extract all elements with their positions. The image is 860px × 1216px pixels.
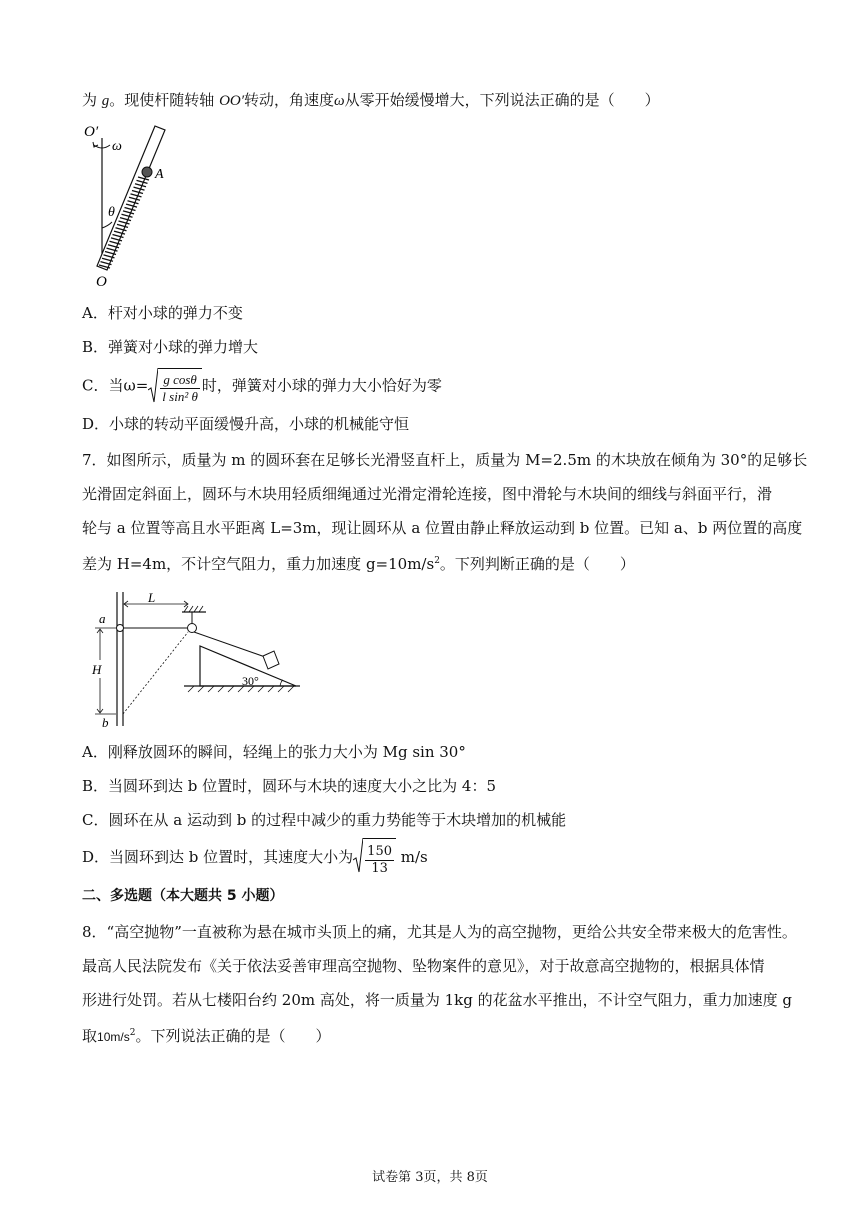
q7-option-d-unit: m/s xyxy=(400,848,428,866)
page-footer: 试卷第 3页，共 8页 xyxy=(372,1170,488,1185)
q8-stem-line4 xyxy=(82,1023,330,1047)
q7-ceiling-hatch xyxy=(184,606,203,612)
q7-block xyxy=(263,651,279,669)
q7-stem-line1: 7．如图所示，质量为 m 的圆环套在足够长光滑竖直杆上，质量为 M=2.5m 的木块放在倾角为 30°的足够长 xyxy=(82,451,808,469)
q6-option-d: D．小球的转动平面缓慢升高，小球的机械能守恒 xyxy=(82,415,410,433)
q6-ball xyxy=(142,167,152,177)
q8-stem-text: 。下列说法正确的是（ ） xyxy=(135,1027,331,1045)
q6-stem-text: 转动，角速度 xyxy=(244,91,335,109)
q7-stem-line2: 光滑固定斜面上，圆环与木块用轻质细绳通过光滑定滑轮连接，图中滑轮与木块间的细线与斜面平行，滑 xyxy=(82,485,773,503)
q7-label-b: b xyxy=(102,715,109,730)
q6-stem-text: 。现使杆随转轴 xyxy=(109,91,220,109)
q8-stem-line2: 最高人民法院发布《关于依法妥善审理高空抛物、坠物案件的意见》，对于故意高空抛物的，根据具体情 xyxy=(82,957,765,975)
q7-stem-text: 。下列判断正确的是（ ） xyxy=(439,555,635,573)
q6-option-a: A．杆对小球的弹力不变 xyxy=(82,304,243,322)
q6-option-c-prefix: C．当ω= xyxy=(82,376,149,395)
q7-option-b: B．当圆环到达 b 位置时，圆环与木块的速度大小之比为 4：5 xyxy=(82,777,497,795)
q6-label-a: A xyxy=(155,167,164,182)
q8-stem-superscript: 2 xyxy=(129,1028,136,1038)
q6-figure xyxy=(82,118,192,290)
q6-label-o: O xyxy=(96,274,107,290)
q6-label-theta: θ xyxy=(108,205,115,220)
q7-rope-dashed xyxy=(123,632,188,714)
q7-ground-hatch xyxy=(188,686,294,692)
q7-option-d-numerator: 150 xyxy=(367,843,392,859)
section-heading-multiple-choice: 二、多选题（本大题共 5 小题） xyxy=(82,888,284,904)
q7-option-a: A．刚释放圆环的瞬间，轻绳上的张力大小为 Mg sin 30° xyxy=(82,743,466,761)
q6-symbol-omega: ω xyxy=(334,93,345,109)
q7-figure xyxy=(88,590,303,730)
q6-rotation-arrowhead xyxy=(93,142,98,147)
q7-label-h: H xyxy=(92,662,102,677)
q6-option-c xyxy=(82,368,442,405)
q6-stem xyxy=(82,90,660,111)
q6-label-omega: ω xyxy=(112,139,122,154)
q7-label-l: L xyxy=(148,590,156,605)
q6-symbol-g: g xyxy=(101,93,110,109)
q7-stem-text: 差为 H=4m，不计空气阻力，重力加速度 g=10m/s xyxy=(82,555,435,573)
q6-option-b: B．弹簧对小球的弹力增大 xyxy=(82,338,259,356)
q6-option-c-numerator: g cosθ xyxy=(160,372,200,389)
q8-stem-line1: 8．“高空抛物”一直被称为悬在城市头顶上的痛，尤其是人为的高空抛物，更给公共安全带来极大的危害性。 xyxy=(82,923,797,941)
q6-stem-text: 从零开始缓慢增大，下列说法正确的是（ ） xyxy=(344,91,660,109)
q7-pulley xyxy=(188,624,197,633)
q7-label-angle: 30° xyxy=(242,674,259,688)
q8-stem-text: 取 xyxy=(82,1027,98,1045)
q6-symbol-axis: OO′ xyxy=(219,93,245,109)
q6-option-c-sqrt xyxy=(148,368,202,405)
q6-option-c-denominator: l sin² θ xyxy=(162,388,198,404)
q6-stem-text: 为 xyxy=(82,91,102,109)
q6-option-c-suffix: 时，弹簧对小球的弹力大小恰好为零 xyxy=(201,376,442,395)
q6-label-o-prime: O′ xyxy=(84,124,99,140)
q7-option-d-prefix: D．当圆环到达 b 位置时，其速度大小为 xyxy=(82,848,354,866)
q8-stem-line3: 形进行处罚。若从七楼阳台约 20m 高处，将一质量为 1kg 的花盆水平推出，不计空气阻力，重力加速度 g xyxy=(82,991,792,1009)
q7-option-c: C．圆环在从 a 运动到 b 的过程中减少的重力势能等于木块增加的机械能 xyxy=(82,811,567,829)
q7-ring xyxy=(117,625,124,632)
q7-stem-line4 xyxy=(82,551,635,574)
q7-label-a: a xyxy=(99,611,106,626)
q6-angle-arc xyxy=(102,222,112,228)
q7-stem-line3: 轮与 a 位置等高且水平距离 L=3m，现让圆环从 a 位置由静止释放运动到 b 位置。已知 a、b 两位置的高度 xyxy=(82,519,803,537)
q7-option-d-denominator: 13 xyxy=(371,860,388,876)
q7-option-d xyxy=(82,838,428,878)
q8-stem-unit: 10m/s xyxy=(97,1030,130,1044)
q7-option-d-sqrt xyxy=(353,838,396,878)
q7-stem-superscript: 2 xyxy=(434,556,440,566)
